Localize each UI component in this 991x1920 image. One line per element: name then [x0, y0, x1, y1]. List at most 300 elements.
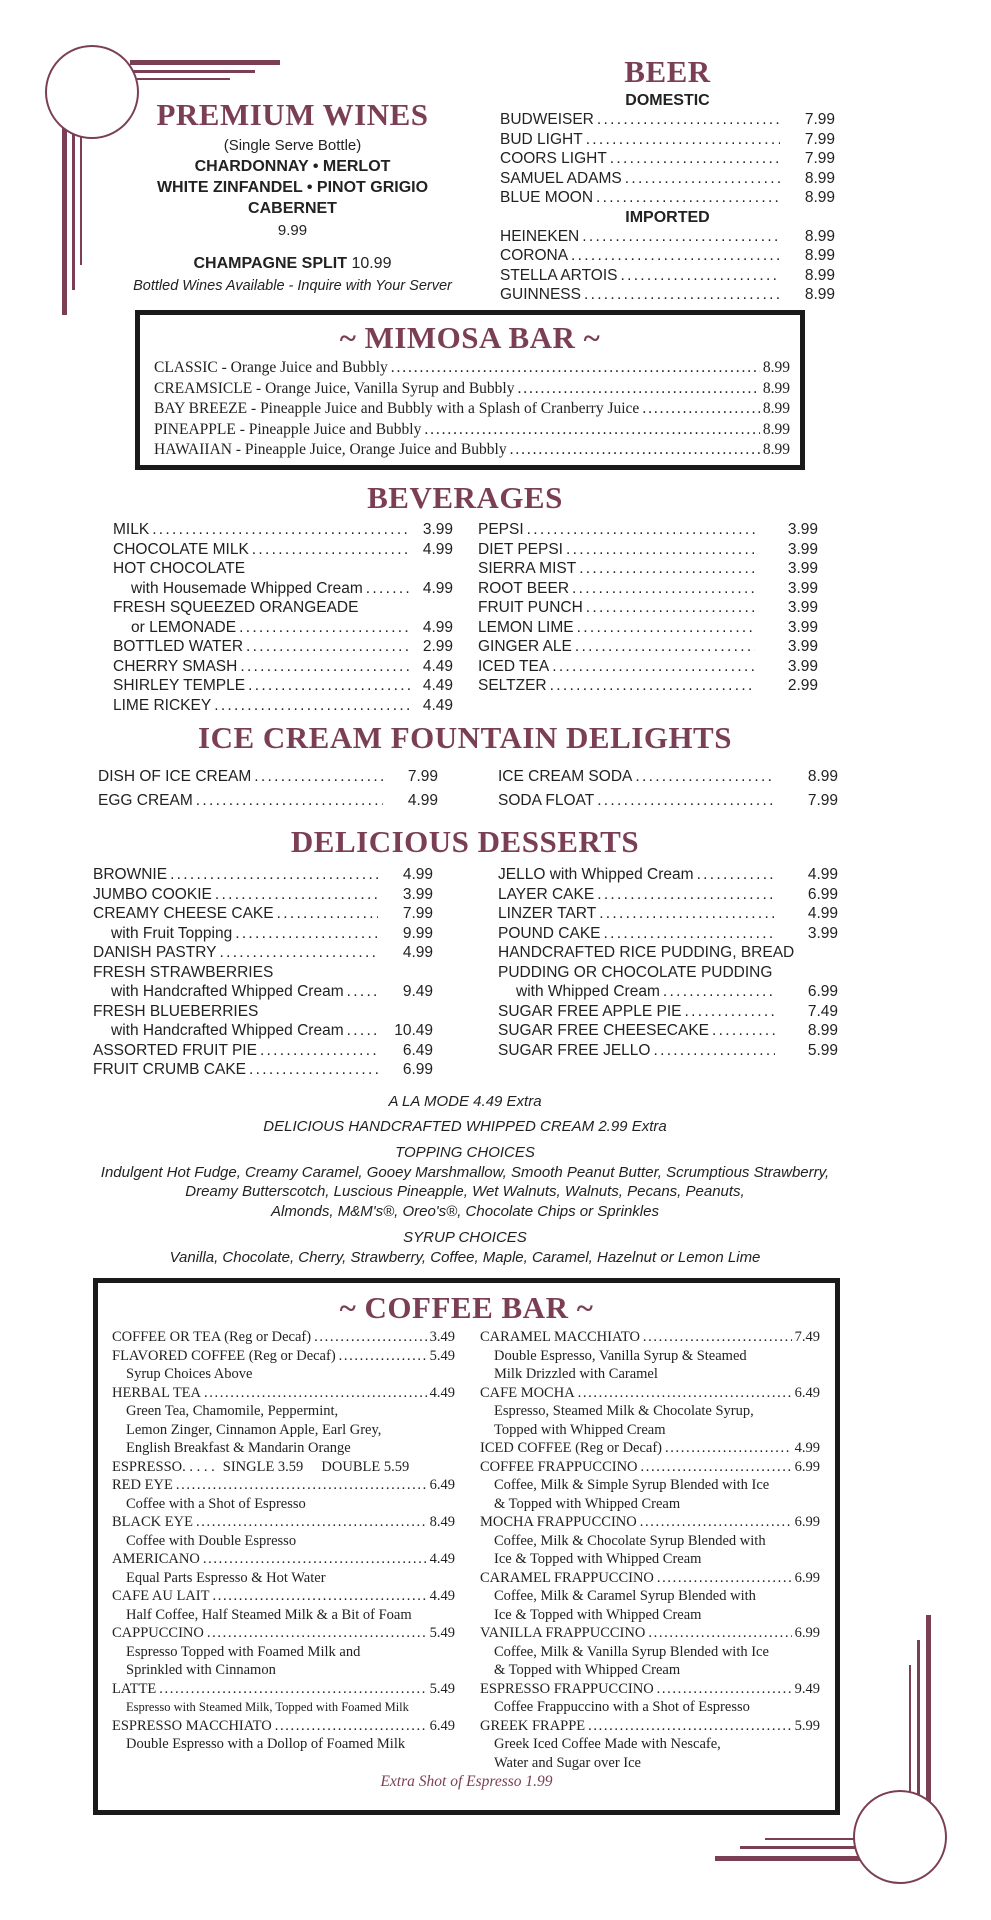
item-price: 9.99 [402, 924, 433, 942]
item-name: ICE CREAM SODA [498, 768, 633, 785]
topping-line-1: Indulgent Hot Fudge, Creamy Caramel, Gooey Marshmallow, Smooth Peanut Butter, Scrumptious Strawberry, [100, 1163, 830, 1181]
menu-item [480, 1458, 820, 1477]
item-name: BUDWEISER [500, 111, 594, 128]
item-price: SINGLE 3.59 DOUBLE 5.59 [222, 1458, 410, 1475]
item-price: 6.99 [794, 1458, 820, 1475]
leader-dots [579, 559, 755, 579]
beer-title: BEER [624, 54, 711, 89]
menu-item [154, 440, 790, 461]
menu-item [500, 130, 835, 150]
item-name: CHERRY SMASH [113, 657, 238, 675]
item-price: 4.49 [422, 657, 453, 675]
item-name: AMERICANO [112, 1551, 200, 1567]
item-description: Coffee, Milk & Simple Syrup Blended with Ice [494, 1477, 770, 1493]
item-description: Coffee, Milk & Chocolate Syrup Blended with [494, 1532, 766, 1549]
menu-item [498, 865, 838, 885]
menu-item [480, 1439, 820, 1458]
leader-dots [610, 149, 780, 169]
item-name: HAWAIIAN - Pineapple Juice, Orange Juice and Bubbly [154, 441, 507, 458]
item-description: Milk Drizzled with Caramel [494, 1366, 658, 1382]
item-price: 4.49 [429, 1551, 455, 1567]
menu-item [112, 1624, 455, 1643]
deco-line [130, 78, 230, 80]
item-price: 3.99 [787, 540, 818, 558]
menu-item [498, 982, 838, 1002]
menu-item [113, 579, 453, 599]
item-price: 4.99 [807, 905, 838, 922]
item-name: FRUIT PUNCH [478, 599, 583, 616]
item-name: SUGAR FREE JELLO [498, 1041, 651, 1059]
menu-item [478, 559, 818, 579]
item-price: 7.99 [807, 792, 838, 809]
leader-dots [246, 637, 410, 657]
item-name: HANDCRAFTED RICE PUDDING, BREAD [498, 944, 795, 961]
item-description: Coffee, Milk & Vanilla Syrup Blended with Ice [494, 1643, 769, 1660]
item-price: 6.49 [429, 1717, 455, 1734]
menu-item [480, 1624, 820, 1643]
item-description: Half Coffee, Half Steamed Milk & a Bit of Foam [126, 1606, 412, 1623]
leader-dots [663, 982, 775, 1002]
deco-line [715, 1856, 875, 1861]
menu-item [498, 904, 838, 924]
item-name: LAYER CAKE [498, 885, 595, 903]
menu-item [113, 657, 453, 677]
deco-line [62, 120, 67, 315]
item-name: SAMUEL ADAMS [500, 169, 622, 187]
leader-dots [196, 789, 383, 813]
item-price: 3.99 [787, 579, 818, 597]
topping-line-2: Dreamy Butterscotch, Luscious Pineapple, Wet Walnuts, Walnuts, Pecans, Peanuts, [185, 1183, 745, 1200]
menu-item [93, 1041, 433, 1061]
item-price: 7.99 [804, 150, 835, 167]
leader-dots [207, 1624, 427, 1643]
champagne-split [120, 255, 465, 273]
item-price: 6.49 [794, 1384, 820, 1401]
item-price: 3.99 [787, 618, 818, 636]
coffee-title: ~ COFFEE BAR ~ [339, 1290, 594, 1325]
leader-dots [643, 1328, 792, 1347]
item-price: 7.99 [804, 111, 835, 128]
item-description: Espresso with Steamed Milk, Topped with Foamed Milk [126, 1700, 409, 1714]
leader-dots [596, 188, 780, 208]
leader-dots [640, 1513, 792, 1532]
wines-section [120, 95, 465, 294]
item-price: 5.49 [429, 1347, 455, 1364]
item-price: 4.99 [402, 866, 433, 883]
leader-dots [391, 358, 760, 379]
item-name: FLAVORED COFFEE (Reg or Decaf) [112, 1347, 336, 1364]
menu-item [154, 399, 790, 420]
desserts-notes [0, 1092, 930, 1267]
menu-item [93, 924, 433, 944]
item-description: Coffee with Double Espresso [126, 1532, 297, 1549]
menu-item [500, 285, 835, 305]
leader-dots [424, 420, 760, 441]
item-price: 3.99 [787, 638, 818, 655]
item-price: 5.49 [429, 1680, 455, 1697]
icecream-right-list [498, 765, 838, 813]
leader-dots [152, 520, 410, 540]
item-name: STELLA ARTOIS [500, 266, 618, 284]
champagne-price: 10.99 [351, 255, 392, 272]
menu-item [500, 188, 835, 208]
item-name: BLACK EYE [112, 1514, 193, 1530]
item-price: 3.99 [422, 521, 453, 538]
item-name: or LEMONADE [131, 618, 237, 636]
item-name: MILK [113, 521, 150, 538]
champagne-label: CHAMPAGNE SPLIT [193, 255, 347, 272]
leader-dots [625, 169, 780, 189]
item-description: Double Espresso, Vanilla Syrup & Steamed [494, 1347, 747, 1364]
item-price: 4.99 [402, 944, 433, 961]
menu-item [498, 1021, 838, 1041]
menu-item [498, 765, 838, 789]
leader-dots [641, 1458, 792, 1477]
item-price: 3.99 [402, 885, 433, 903]
item-price: 2.99 [422, 638, 453, 655]
menu-item [478, 540, 818, 560]
leader-dots [254, 765, 383, 789]
menu-item [500, 246, 835, 266]
item-name: CAFE MOCHA [480, 1384, 575, 1401]
item-name: HERBAL TEA [112, 1384, 202, 1401]
item-name: COFFEE FRAPPUCCINO [480, 1458, 638, 1475]
coffee-left-list [112, 1328, 455, 1754]
whipped-cream-note: DELICIOUS HANDCRAFTED WHIPPED CREAM 2.99 Extra [263, 1117, 667, 1135]
menu-item [112, 1513, 455, 1532]
item-name: POUND CAKE [498, 924, 601, 942]
item-name: HOT CHOCOLATE [113, 560, 246, 577]
item-price: 6.99 [402, 1061, 433, 1078]
menu-item [93, 1021, 433, 1041]
menu-item [478, 579, 818, 599]
item-name: ESPRESSO FRAPPUCCINO [480, 1680, 654, 1697]
item-price: 7.99 [402, 905, 433, 922]
coffee-right-list [480, 1328, 820, 1772]
item-price: 9.49 [402, 983, 433, 1000]
item-name: SIERRA MIST [478, 560, 577, 577]
menu-item [113, 559, 453, 579]
item-price: 6.99 [794, 1625, 820, 1641]
item-price: 4.99 [422, 579, 453, 597]
item-name: GREEK FRAPPE [480, 1717, 586, 1734]
item-name: CHOCOLATE MILK [113, 540, 249, 558]
menu-item [93, 885, 433, 905]
extra-shot-note: Extra Shot of Espresso 1.99 [380, 1773, 553, 1790]
item-name: JUMBO COOKIE [93, 885, 212, 903]
item-name: CLASSIC - Orange Juice and Bubbly [154, 359, 388, 376]
item-name: ASSORTED FRUIT PIE [93, 1041, 257, 1059]
item-description: Water and Sugar over Ice [494, 1754, 641, 1771]
icecream-left-list [98, 765, 438, 813]
leader-dots [584, 285, 780, 305]
item-price: 8.99 [804, 227, 835, 245]
menu-item [98, 789, 438, 813]
item-description: Ice & Topped with Whipped Cream [494, 1551, 702, 1567]
item-price: 4.99 [422, 540, 453, 558]
wines-price: 9.99 [277, 222, 308, 239]
leader-dots [366, 579, 410, 599]
wines-line-2: WHITE ZINFANDEL • PINOT GRIGIO [156, 179, 429, 196]
leader-dots [571, 246, 780, 266]
leader-dots [240, 657, 410, 677]
item-price: 8.99 [762, 359, 790, 376]
item-price: 8.49 [429, 1514, 455, 1530]
leader-dots [597, 885, 775, 905]
leader-dots [642, 399, 760, 420]
item-description: Syrup Choices Above [126, 1366, 253, 1382]
menu-item [480, 1717, 820, 1736]
item-name: LATTE [112, 1680, 157, 1697]
mimosa-title: ~ MIMOSA BAR ~ [339, 320, 601, 355]
leader-dots [214, 696, 410, 716]
leader-dots [577, 618, 755, 638]
item-name: DISH OF ICE CREAM [98, 768, 252, 785]
bottled-wines-note: Bottled Wines Available - Inquire with Your Server [133, 278, 452, 294]
leader-dots [176, 1476, 427, 1495]
item-name: with Handcrafted Whipped Cream [111, 1022, 344, 1039]
deco-line [130, 60, 280, 65]
leader-dots [314, 1328, 427, 1347]
menu-item [112, 1717, 455, 1736]
item-price: 10.49 [394, 1022, 433, 1039]
leader-dots [588, 1717, 791, 1736]
item-name: CARAMEL FRAPPUCCINO [480, 1569, 654, 1586]
item-name: DIET PEPSI [478, 540, 563, 558]
leader-dots [347, 1021, 378, 1041]
item-description: Espresso Topped with Foamed Milk and [126, 1643, 361, 1660]
item-name: EGG CREAM [98, 792, 193, 809]
item-name: LINZER TART [498, 905, 597, 922]
leader-dots [517, 379, 759, 400]
item-description: & Topped with Whipped Cream [494, 1662, 681, 1678]
menu-item [112, 1458, 455, 1477]
item-description: Greek Iced Coffee Made with Nescafe, [494, 1736, 721, 1752]
item-name: SODA FLOAT [498, 792, 595, 809]
mimosa-list [140, 358, 800, 461]
item-price: 3.99 [787, 560, 818, 577]
menu-item [113, 540, 453, 560]
item-name: CREAMSICLE - Orange Juice, Vanilla Syrup and Bubbly [154, 379, 515, 397]
item-price: 7.99 [407, 768, 438, 785]
leader-dots [665, 1439, 792, 1458]
item-name: with Housemade Whipped Cream [131, 579, 363, 597]
item-name: MOCHA FRAPPUCCINO [480, 1514, 637, 1530]
item-price: 2.99 [787, 677, 818, 694]
item-name: CREAMY CHEESE CAKE [93, 905, 274, 922]
menu-item [93, 963, 433, 983]
menu-item [498, 963, 838, 983]
item-description: Sprinkled with Cinnamon [126, 1662, 276, 1678]
item-name: BAY BREEZE - Pineapple Juice and Bubbly with a Splash of Cranberry Juice [154, 400, 640, 417]
leader-dots [252, 540, 410, 560]
item-price: 4.49 [429, 1384, 455, 1401]
beverages-right-list [478, 520, 818, 696]
item-price: 6.49 [402, 1041, 433, 1059]
menu-item [498, 1041, 838, 1061]
deco-line [130, 70, 255, 73]
menu-item [112, 1328, 455, 1347]
menu-item [154, 358, 790, 379]
item-name: PUDDING OR CHOCOLATE PUDDING [498, 963, 773, 981]
menu-item [93, 982, 433, 1002]
item-price: 8.99 [762, 379, 790, 397]
deco-circle [853, 1790, 947, 1884]
menu-item [498, 1002, 838, 1022]
item-price: 4.99 [422, 618, 453, 636]
item-price: 5.99 [807, 1041, 838, 1059]
leader-dots [684, 1002, 775, 1022]
item-name: FRESH STRAWBERRIES [93, 963, 274, 981]
leader-dots [235, 924, 378, 944]
item-price: 6.99 [794, 1569, 820, 1586]
leader-dots [204, 1384, 427, 1403]
item-name: SUGAR FREE APPLE PIE [498, 1002, 682, 1020]
syrup-list: Vanilla, Chocolate, Cherry, Strawberry, Coffee, Maple, Caramel, Hazelnut or Lemon Lime [169, 1248, 761, 1266]
leader-dots [550, 676, 755, 696]
ala-mode-note: A LA MODE 4.49 Extra [388, 1093, 542, 1110]
item-name: GINGER ALE [478, 638, 572, 655]
menu-item [113, 676, 453, 696]
menu-item [500, 110, 835, 130]
menu-item [154, 379, 790, 400]
leader-dots [712, 1021, 775, 1041]
item-price: 8.99 [804, 266, 835, 284]
imported-label: IMPORTED [625, 208, 710, 226]
item-price: 4.49 [429, 1588, 455, 1604]
item-name: CARAMEL MACCHIATO [480, 1329, 640, 1345]
leader-dots [578, 1384, 792, 1403]
item-name: VANILLA FRAPPUCCINO [480, 1625, 646, 1641]
item-name: CAFE AU LAIT [112, 1588, 210, 1604]
menu-item [498, 943, 838, 963]
menu-item [113, 598, 453, 618]
item-price: 3.99 [807, 924, 838, 942]
menu-item [480, 1680, 820, 1699]
leader-dots [604, 924, 776, 944]
menu-item [154, 420, 790, 441]
coffee-box [93, 1278, 840, 1815]
menu-item [113, 637, 453, 657]
item-price: 6.99 [794, 1514, 820, 1530]
wines-line-3: CABERNET [248, 200, 337, 217]
leader-dots [159, 1680, 426, 1699]
item-description: Coffee with a Shot of Espresso [126, 1495, 306, 1512]
item-name: COFFEE OR TEA (Reg or Decaf) [112, 1329, 312, 1345]
leader-dots [339, 1347, 427, 1366]
leader-dots [657, 1680, 792, 1699]
item-name: PINEAPPLE - Pineapple Juice and Bubbly [154, 420, 422, 438]
item-price: 8.99 [762, 400, 790, 417]
wines-line-1: CHARDONNAY • MERLOT [194, 158, 391, 175]
topping-line-3: Almonds, M&M's®, Oreo's®, Chocolate Chips or Sprinkles [271, 1202, 659, 1220]
item-name: BUD LIGHT [500, 130, 583, 148]
menu-item [480, 1384, 820, 1403]
menu-item [113, 520, 453, 540]
menu-item [498, 789, 838, 813]
leader-dots [260, 1041, 378, 1061]
item-name: FRESH SQUEEZED ORANGEADE [113, 599, 359, 616]
item-price: 5.49 [429, 1625, 455, 1641]
item-description: Coffee, Milk & Caramel Syrup Blended with [494, 1588, 756, 1604]
menu-item [113, 696, 453, 716]
leader-dots [347, 982, 378, 1002]
item-price: 3.99 [787, 521, 818, 538]
item-name: BOTTLED WATER [113, 638, 244, 655]
menu-item [112, 1680, 455, 1699]
item-description: Espresso, Steamed Milk & Chocolate Syrup, [494, 1403, 754, 1419]
menu-item [500, 227, 835, 247]
leader-dots [597, 110, 780, 130]
menu-item [112, 1347, 455, 1366]
item-description: Equal Parts Espresso & Hot Water [126, 1569, 326, 1586]
item-name: CAPPUCCINO [112, 1625, 204, 1641]
beer-section [500, 53, 835, 305]
item-name: CORONA [500, 247, 569, 264]
icecream-title: ICE CREAM FOUNTAIN DELIGHTS [198, 720, 732, 755]
menu-item [93, 943, 433, 963]
item-price: 7.49 [794, 1329, 820, 1345]
item-price: 4.99 [807, 866, 838, 883]
leader-dots [653, 1041, 775, 1061]
item-name: JELLO with Whipped Cream [498, 866, 694, 883]
item-name: SUGAR FREE CHEESECAKE [498, 1022, 710, 1039]
menu-item [480, 1328, 820, 1347]
leader-dots [648, 1624, 791, 1643]
leader-dots [196, 1513, 427, 1532]
item-name: ESPRESSO MACCHIATO [112, 1717, 272, 1734]
leader-dots [657, 1569, 792, 1588]
leader-dots [203, 1550, 427, 1569]
menu-item [480, 1569, 820, 1588]
item-description: English Breakfast & Mandarin Orange [126, 1440, 351, 1456]
topping-title: TOPPING CHOICES [395, 1144, 535, 1161]
item-description: Double Espresso with a Dollop of Foamed Milk [126, 1736, 406, 1752]
item-price: 8.99 [762, 420, 790, 438]
leader-dots [635, 765, 775, 789]
leader-dots [510, 440, 760, 461]
leader-dots [170, 865, 378, 885]
syrup-title: SYRUP CHOICES [403, 1229, 527, 1246]
item-name: FRUIT CRUMB CAKE [93, 1061, 247, 1078]
beverages-left-list [113, 520, 453, 715]
item-price: 6.99 [807, 885, 838, 903]
item-name: ICED COFFEE (Reg or Decaf) [480, 1440, 663, 1456]
leader-dots [575, 637, 755, 657]
menu-item [93, 904, 433, 924]
item-price: 3.99 [787, 599, 818, 616]
item-name: SHIRLEY TEMPLE [113, 677, 246, 694]
mimosa-box [135, 310, 805, 470]
desserts-title: DELICIOUS DESSERTS [290, 824, 640, 859]
item-description: Coffee Frappuccino with a Shot of Espresso [494, 1699, 750, 1715]
item-name: PEPSI [478, 521, 524, 538]
menu-item [93, 865, 433, 885]
desserts-right-list [498, 865, 838, 1060]
menu-item [93, 1002, 433, 1022]
wines-note: (Single Serve Bottle) [223, 137, 362, 154]
item-name: LIME RICKEY [113, 696, 212, 714]
item-name: with Fruit Topping [111, 924, 233, 942]
item-price: 8.99 [804, 247, 835, 264]
item-name: DANISH PASTRY [93, 944, 217, 961]
item-price: 6.49 [429, 1477, 455, 1493]
item-name: SELTZER [478, 677, 547, 694]
item-name: FRESH BLUEBERRIES [93, 1002, 259, 1020]
deco-line [80, 120, 82, 265]
item-price: 8.99 [804, 169, 835, 187]
item-price: 5.99 [794, 1717, 820, 1734]
